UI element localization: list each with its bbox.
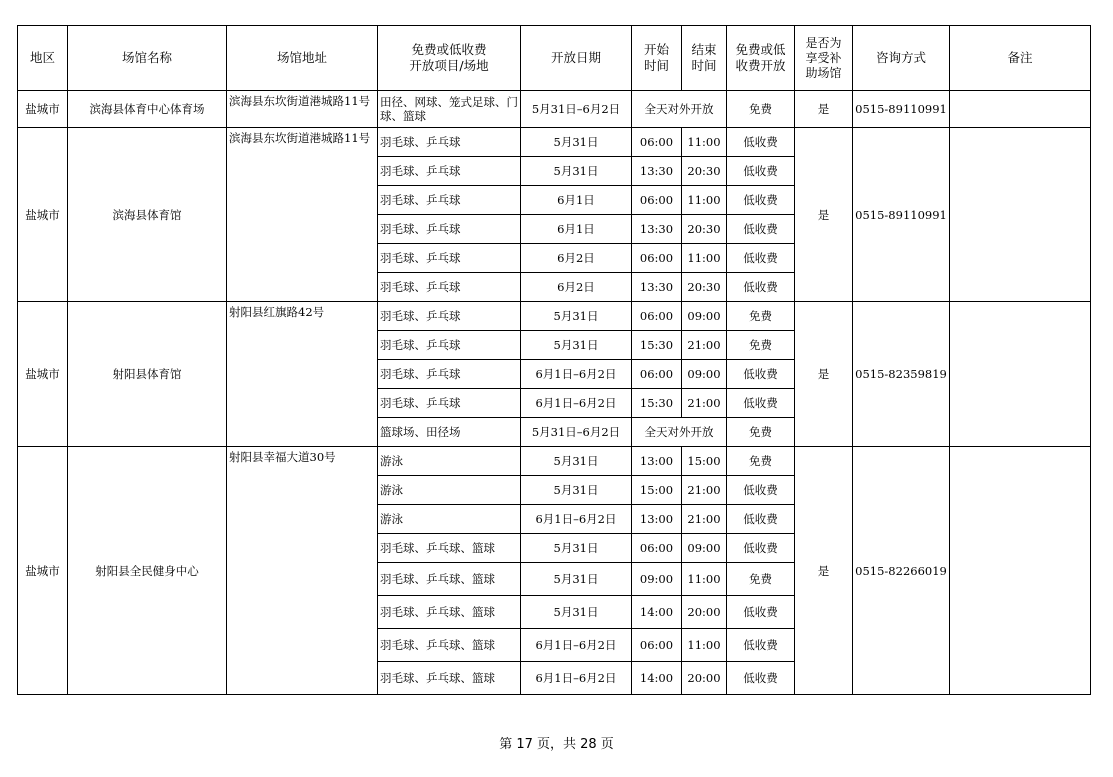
venue-address-cell: 滨海县东坎街道港城路11号 bbox=[227, 91, 378, 128]
start-time-cell: 13:30 bbox=[632, 273, 682, 302]
item-cell: 羽毛球、乒乓球、篮球 bbox=[378, 534, 521, 563]
end-time-cell: 20:30 bbox=[682, 157, 727, 186]
header-subsidized: 是否为 享受补 助场馆 bbox=[795, 26, 853, 91]
start-time-cell: 14:00 bbox=[632, 662, 682, 695]
start-time-cell: 15:30 bbox=[632, 331, 682, 360]
table-row bbox=[18, 447, 1091, 476]
open-date-cell: 5月31日 bbox=[521, 302, 632, 331]
fee-type-cell: 免费 bbox=[727, 447, 795, 476]
header-region: 地区 bbox=[18, 26, 68, 91]
region-cell: 盐城市 bbox=[18, 302, 68, 447]
venue-name-cell: 滨海县体育中心体育场 bbox=[68, 91, 227, 128]
remarks-cell bbox=[950, 91, 1091, 128]
start-time-cell: 09:00 bbox=[632, 563, 682, 596]
fee-type-cell: 低收费 bbox=[727, 389, 795, 418]
item-cell: 羽毛球、乒乓球、篮球 bbox=[378, 662, 521, 695]
region-cell: 盐城市 bbox=[18, 447, 68, 695]
header-open-date: 开放日期 bbox=[521, 26, 632, 91]
open-date-cell: 5月31日 bbox=[521, 447, 632, 476]
start-time-cell: 15:00 bbox=[632, 476, 682, 505]
fee-type-cell: 低收费 bbox=[727, 128, 795, 157]
open-date-cell: 5月31日 bbox=[521, 157, 632, 186]
fee-type-cell: 低收费 bbox=[727, 215, 795, 244]
all-day-cell: 全天对外开放 bbox=[632, 418, 727, 447]
fee-type-cell: 免费 bbox=[727, 302, 795, 331]
item-cell: 羽毛球、乒乓球 bbox=[378, 186, 521, 215]
open-date-cell: 5月31日 bbox=[521, 534, 632, 563]
open-date-cell: 5月31日–6月2日 bbox=[521, 418, 632, 447]
end-time-cell: 21:00 bbox=[682, 476, 727, 505]
open-date-cell: 6月1日–6月2日 bbox=[521, 389, 632, 418]
subsidized-cell: 是 bbox=[795, 447, 853, 695]
start-time-cell: 13:30 bbox=[632, 215, 682, 244]
start-time-cell: 15:30 bbox=[632, 389, 682, 418]
item-cell: 田径、网球、笼式足球、门球、篮球 bbox=[378, 91, 521, 128]
item-cell: 游泳 bbox=[378, 505, 521, 534]
item-cell: 羽毛球、乒乓球 bbox=[378, 157, 521, 186]
open-date-cell: 6月1日 bbox=[521, 215, 632, 244]
end-time-cell: 11:00 bbox=[682, 128, 727, 157]
fee-type-cell: 低收费 bbox=[727, 244, 795, 273]
fee-type-cell: 低收费 bbox=[727, 596, 795, 629]
header-fee-type: 免费或低 收费开放 bbox=[727, 26, 795, 91]
open-date-cell: 5月31日 bbox=[521, 563, 632, 596]
start-time-cell: 06:00 bbox=[632, 186, 682, 215]
venue-name-cell: 射阳县体育馆 bbox=[68, 302, 227, 447]
item-cell: 羽毛球、乒乓球 bbox=[378, 244, 521, 273]
fee-type-cell: 低收费 bbox=[727, 662, 795, 695]
subsidized-cell: 是 bbox=[795, 302, 853, 447]
open-date-cell: 6月1日–6月2日 bbox=[521, 629, 632, 662]
remarks-cell bbox=[950, 302, 1091, 447]
end-time-cell: 21:00 bbox=[682, 505, 727, 534]
open-date-cell: 6月1日–6月2日 bbox=[521, 662, 632, 695]
fee-type-cell: 免费 bbox=[727, 418, 795, 447]
table-row bbox=[18, 91, 1091, 128]
end-time-cell: 21:00 bbox=[682, 331, 727, 360]
item-cell: 羽毛球、乒乓球、篮球 bbox=[378, 629, 521, 662]
contact-cell: 0515-89110991 bbox=[853, 128, 950, 302]
region-cell: 盐城市 bbox=[18, 128, 68, 302]
fee-type-cell: 低收费 bbox=[727, 273, 795, 302]
venue-name-cell: 滨海县体育馆 bbox=[68, 128, 227, 302]
end-time-cell: 11:00 bbox=[682, 186, 727, 215]
item-cell: 羽毛球、乒乓球 bbox=[378, 128, 521, 157]
fee-type-cell: 免费 bbox=[727, 563, 795, 596]
end-time-cell: 21:00 bbox=[682, 389, 727, 418]
start-time-cell: 06:00 bbox=[632, 629, 682, 662]
table-row bbox=[18, 302, 1091, 331]
end-time-cell: 09:00 bbox=[682, 360, 727, 389]
item-cell: 羽毛球、乒乓球、篮球 bbox=[378, 563, 521, 596]
fee-type-cell: 低收费 bbox=[727, 505, 795, 534]
fee-type-cell: 低收费 bbox=[727, 360, 795, 389]
open-date-cell: 5月31日 bbox=[521, 128, 632, 157]
page-number: 第 17 页，共 28 页 bbox=[499, 737, 614, 752]
open-date-cell: 5月31日–6月2日 bbox=[521, 91, 632, 128]
item-cell: 羽毛球、乒乓球 bbox=[378, 331, 521, 360]
venue-address-cell: 射阳县红旗路42号 bbox=[227, 302, 378, 447]
open-date-cell: 6月1日–6月2日 bbox=[521, 360, 632, 389]
item-cell: 游泳 bbox=[378, 447, 521, 476]
end-time-cell: 20:00 bbox=[682, 662, 727, 695]
table-row bbox=[18, 128, 1091, 157]
open-date-cell: 6月1日 bbox=[521, 186, 632, 215]
open-date-cell: 5月31日 bbox=[521, 596, 632, 629]
fee-type-cell: 免费 bbox=[727, 331, 795, 360]
start-time-cell: 06:00 bbox=[632, 360, 682, 389]
table-header-row bbox=[18, 26, 1091, 91]
item-cell: 羽毛球、乒乓球、篮球 bbox=[378, 596, 521, 629]
venue-address-cell: 滨海县东坎街道港城路11号 bbox=[227, 128, 378, 302]
item-cell: 羽毛球、乒乓球 bbox=[378, 215, 521, 244]
open-date-cell: 6月2日 bbox=[521, 244, 632, 273]
end-time-cell: 20:30 bbox=[682, 215, 727, 244]
open-date-cell: 5月31日 bbox=[521, 476, 632, 505]
header-contact: 咨询方式 bbox=[853, 26, 950, 91]
fee-type-cell: 低收费 bbox=[727, 186, 795, 215]
open-date-cell: 6月2日 bbox=[521, 273, 632, 302]
end-time-cell: 09:00 bbox=[682, 302, 727, 331]
header-venue-name: 场馆名称 bbox=[68, 26, 227, 91]
table-body bbox=[18, 91, 1091, 695]
subsidized-cell: 是 bbox=[795, 91, 853, 128]
remarks-cell bbox=[950, 447, 1091, 695]
header-items: 免费或低收费 开放项目/场地 bbox=[378, 26, 521, 91]
subsidized-cell: 是 bbox=[795, 128, 853, 302]
venue-schedule-table bbox=[17, 25, 1091, 695]
start-time-cell: 06:00 bbox=[632, 244, 682, 273]
header-start-time: 开始 时间 bbox=[632, 26, 682, 91]
end-time-cell: 11:00 bbox=[682, 629, 727, 662]
venue-address-cell: 射阳县幸福大道30号 bbox=[227, 447, 378, 695]
start-time-cell: 13:30 bbox=[632, 157, 682, 186]
end-time-cell: 20:00 bbox=[682, 596, 727, 629]
end-time-cell: 15:00 bbox=[682, 447, 727, 476]
item-cell: 羽毛球、乒乓球 bbox=[378, 360, 521, 389]
fee-type-cell: 低收费 bbox=[727, 534, 795, 563]
start-time-cell: 06:00 bbox=[632, 302, 682, 331]
start-time-cell: 14:00 bbox=[632, 596, 682, 629]
contact-cell: 0515-82266019 bbox=[853, 447, 950, 695]
fee-type-cell: 低收费 bbox=[727, 157, 795, 186]
end-time-cell: 11:00 bbox=[682, 244, 727, 273]
start-time-cell: 13:00 bbox=[632, 447, 682, 476]
start-time-cell: 06:00 bbox=[632, 128, 682, 157]
item-cell: 游泳 bbox=[378, 476, 521, 505]
header-remarks: 备注 bbox=[950, 26, 1091, 91]
all-day-cell: 全天对外开放 bbox=[632, 91, 727, 128]
fee-type-cell: 低收费 bbox=[727, 476, 795, 505]
item-cell: 羽毛球、乒乓球 bbox=[378, 389, 521, 418]
item-cell: 羽毛球、乒乓球 bbox=[378, 302, 521, 331]
end-time-cell: 20:30 bbox=[682, 273, 727, 302]
end-time-cell: 09:00 bbox=[682, 534, 727, 563]
contact-cell: 0515-82359819 bbox=[853, 302, 950, 447]
region-cell: 盐城市 bbox=[18, 91, 68, 128]
open-date-cell: 5月31日 bbox=[521, 331, 632, 360]
end-time-cell: 11:00 bbox=[682, 563, 727, 596]
contact-cell: 0515-89110991 bbox=[853, 91, 950, 128]
header-end-time: 结束 时间 bbox=[682, 26, 727, 91]
venue-name-cell: 射阳县全民健身中心 bbox=[68, 447, 227, 695]
fee-type-cell: 免费 bbox=[727, 91, 795, 128]
start-time-cell: 13:00 bbox=[632, 505, 682, 534]
fee-type-cell: 低收费 bbox=[727, 629, 795, 662]
open-date-cell: 6月1日–6月2日 bbox=[521, 505, 632, 534]
header-venue-address: 场馆地址 bbox=[227, 26, 378, 91]
start-time-cell: 06:00 bbox=[632, 534, 682, 563]
item-cell: 篮球场、田径场 bbox=[378, 418, 521, 447]
remarks-cell bbox=[950, 128, 1091, 302]
item-cell: 羽毛球、乒乓球 bbox=[378, 273, 521, 302]
